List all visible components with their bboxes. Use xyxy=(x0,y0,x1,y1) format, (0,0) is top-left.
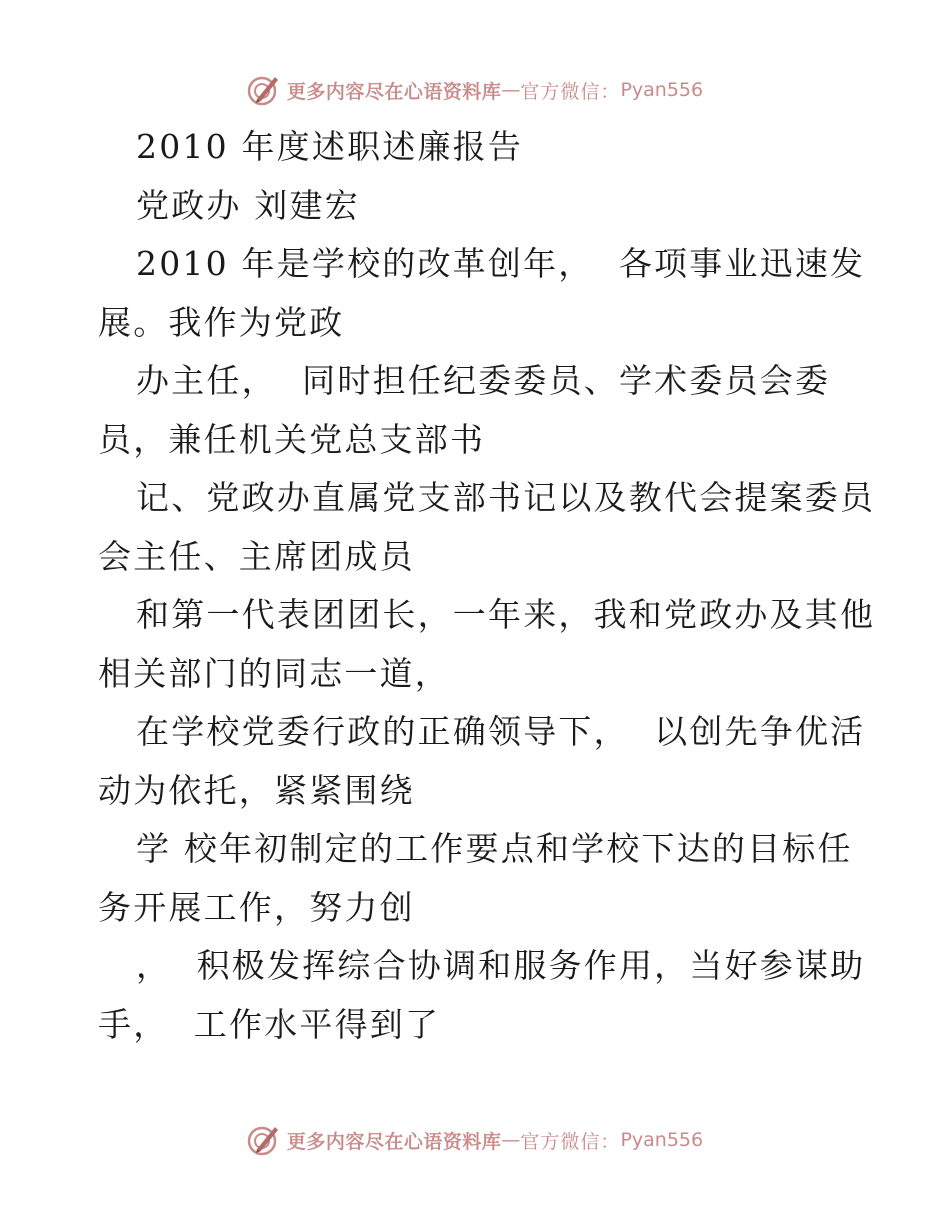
paragraph-line: 务开展工作，努力创 xyxy=(98,887,415,927)
watermark-wechat-id: Pyan556 xyxy=(620,1129,704,1151)
paragraph-line: 和第一代表团团长，一年来，我和党政办及其他 xyxy=(136,595,876,634)
paragraph-line: 记、党政办直属党支部书记以及教代会提案委员 xyxy=(136,478,876,517)
pen-logo-icon xyxy=(247,1123,281,1157)
watermark-separator: — xyxy=(501,79,521,101)
document-body xyxy=(98,118,876,1054)
paragraph-line: ， 积极发挥综合协调和服务作用，当好参谋助 xyxy=(136,946,866,985)
paragraph-line: 相关部门的同志一道， xyxy=(98,653,450,693)
watermark-separator: — xyxy=(501,1129,521,1151)
header-watermark xyxy=(0,70,950,110)
watermark-wechat-label: 官方微信： xyxy=(520,80,621,103)
watermark-site-text: 更多内容尽在心语资料库 xyxy=(286,80,502,103)
paragraph-line: 2010 年是学校的改革创年， 各项事业迅速发 xyxy=(136,244,866,283)
paragraph-line: 手， 工作水平得到了 xyxy=(98,1004,441,1044)
paragraph-line: 动为依托，紧紧围绕 xyxy=(98,770,415,810)
footer-watermark xyxy=(0,1120,950,1160)
document-author: 党政办 刘建宏 xyxy=(136,185,360,225)
paragraph-line: 会主任、主席团成员 xyxy=(98,536,415,576)
document-title: 2010 年度述职述廉报告 xyxy=(136,127,524,166)
watermark-wechat-label: 官方微信： xyxy=(520,1130,621,1153)
paragraph-line: 员，兼任机关党总支部书 xyxy=(98,419,486,459)
paragraph-line: 在学校党委行政的正确领导下， 以创先争优活 xyxy=(136,712,866,751)
paragraph-line: 办主任， 同时担任纪委委员、学术委员会委 xyxy=(136,361,831,400)
watermark-wechat-id: Pyan556 xyxy=(620,79,704,101)
paragraph-line: 展。我作为党政 xyxy=(98,302,345,342)
pen-logo-icon xyxy=(247,73,281,107)
watermark-site-text: 更多内容尽在心语资料库 xyxy=(286,1130,502,1153)
paragraph-line: 学 校年初制定的工作要点和学校下达的目标任 xyxy=(136,829,853,868)
